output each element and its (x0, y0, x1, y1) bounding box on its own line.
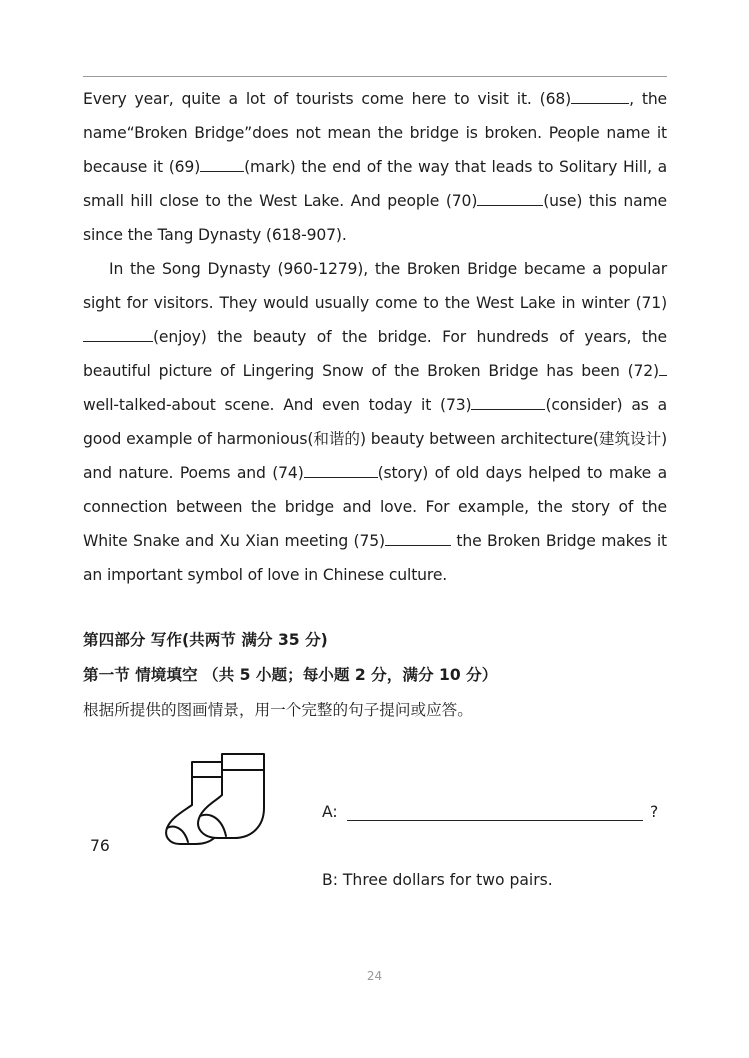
p1-text-3: (mark) the end of the way that leads to Solitary Hill, a small hill close to the West Lake. And people (70) (83, 158, 667, 210)
dialogue-line-a (322, 802, 667, 822)
p2-text-5: (story) of old days helped to make a connection between the bridge and love. For example, the story of the White Snake and Xu Xian meeting (75) (83, 464, 667, 550)
p2-text-3: well-talked-about scene. And even today it (73) (83, 396, 472, 414)
answer-input-line[interactable] (347, 820, 643, 821)
passage-paragraph-2 (83, 252, 667, 592)
blank-70[interactable] (477, 191, 543, 206)
top-divider (83, 76, 667, 77)
passage-paragraph-1 (83, 82, 667, 252)
p1-text-1: Every year, quite a lot of tourists come here to visit it. (68) (83, 90, 572, 108)
blank-73[interactable] (471, 395, 545, 410)
page-number: 24 (366, 969, 383, 983)
p1-text-2: , the name“Broken Bridge”does not mean the bridge is broken. People name it because it (69) (83, 90, 667, 176)
dialogue-line-b: B: Three dollars for two pairs. (322, 871, 553, 889)
p2-text-2: (enjoy) the beauty of the bridge. For hundreds of years, the beautiful picture of Lingering Snow of the Broken Bridge has been (72) (83, 328, 667, 380)
question-number: 76 (90, 837, 110, 855)
blank-69[interactable] (200, 157, 244, 172)
p1-text-4: (use) this name since the Tang Dynasty (618-907). (83, 192, 668, 244)
question-mark: ? (650, 803, 659, 821)
p2-text-4: (consider) as a good example of harmonious(和谐的) beauty between architecture(建筑设计) and nature. Poems and (74) (83, 396, 667, 482)
speaker-a-label: A: (322, 803, 338, 821)
blank-71[interactable] (83, 327, 153, 342)
blank-74[interactable] (304, 463, 378, 478)
part4-heading: 第四部分 写作(共两节 满分 35 分) (83, 631, 328, 649)
blank-75[interactable] (385, 531, 451, 546)
p2-text-6: the Broken Bridge makes it an important symbol of love in Chinese culture. (83, 532, 667, 584)
blank-72[interactable] (659, 361, 667, 376)
blank-68[interactable] (571, 89, 629, 104)
socks-icon (160, 750, 270, 858)
section1-instruction: 根据所提供的图画情景，用一个完整的句子提问或应答。 (83, 701, 473, 719)
p2-text-1: In the Song Dynasty (960-1279), the Broken Bridge became a popular sight for visitors. They would usually come to the West Lake in winter (71) (83, 260, 667, 312)
section1-heading: 第一节 情境填空 （共 5 小题；每小题 2 分，满分 10 分） (83, 666, 498, 684)
